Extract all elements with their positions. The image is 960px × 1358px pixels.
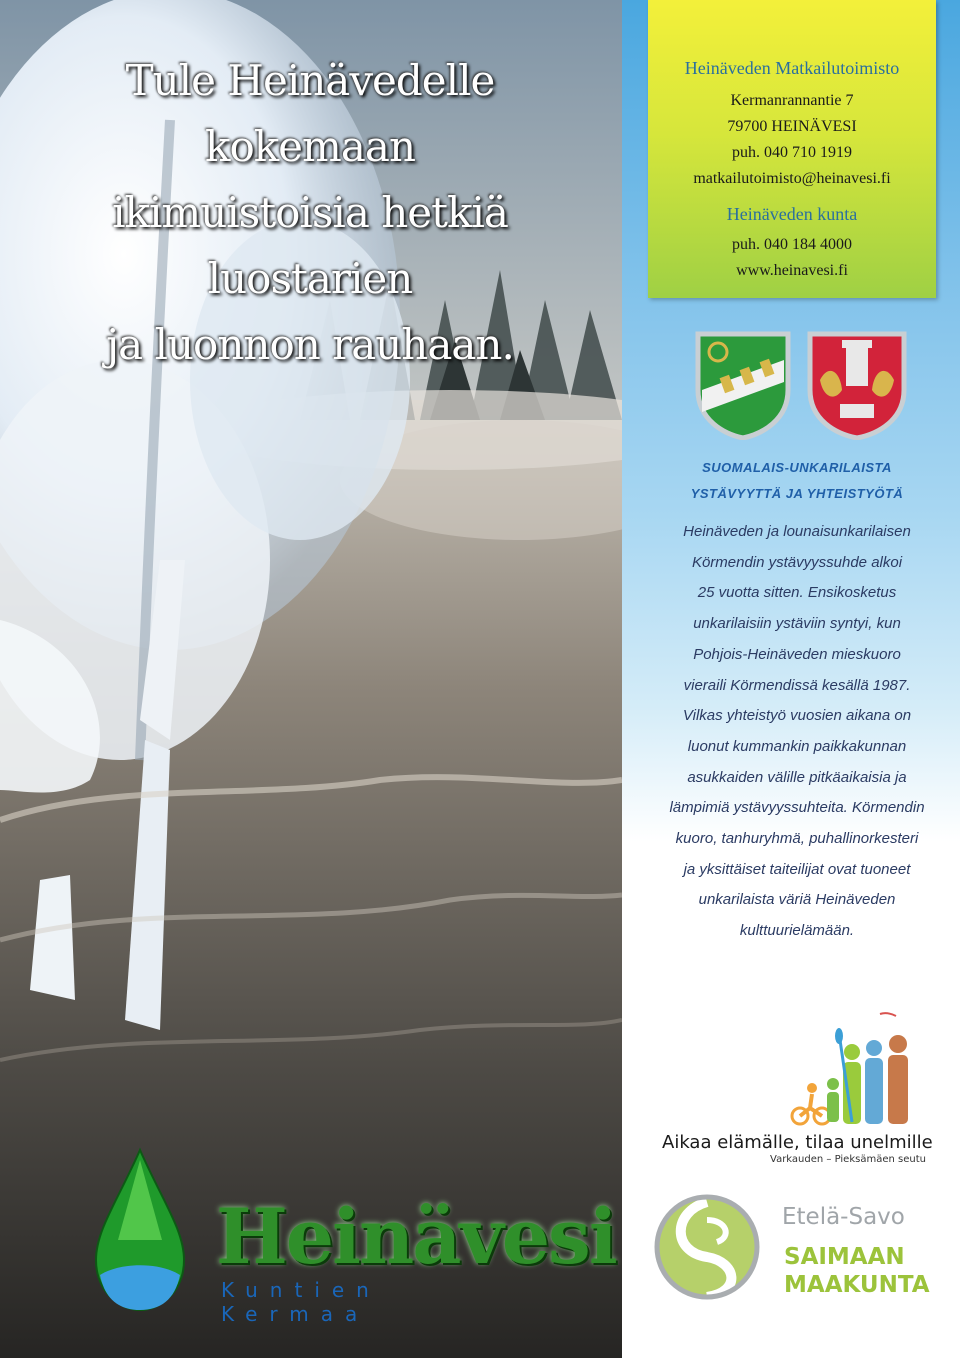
etela-savo-logo (652, 1192, 952, 1312)
headline-line-3: ja luonnon rauhaan. (106, 320, 514, 369)
friendship-article (652, 455, 942, 947)
maakunta-text: MAAKUNTA (784, 1272, 930, 1298)
article-body (652, 517, 942, 947)
coats-of-arms (692, 330, 908, 440)
slogan-title: Aikaa elämälle, tilaa unelmille (662, 1132, 933, 1153)
article-line: Pohjois-Heinäveden mieskuoro (693, 645, 901, 663)
article-heading-line-2: YSTÄVYYTTÄ JA YHTEISTYÖTÄ (690, 486, 904, 501)
slogan-subtitle: Varkauden – Pieksämäen seutu (770, 1154, 926, 1165)
postal-line: 79700 HEINÄVESI (727, 118, 857, 135)
article-line: Vilkas yhteistyö vuosien aikana on (682, 707, 912, 725)
brand-name: Heinävesi (216, 1192, 616, 1281)
tourist-office-name: Heinäveden Matkailutoimisto (684, 58, 900, 78)
article-line: Körmendin ystävyyssuhde alkoi (691, 553, 903, 571)
kormend-crest-icon (810, 334, 904, 438)
article-line: lämpimiä ystävyyssuhteita. Körmendin (669, 799, 925, 817)
brand-tagline: Kuntien Kermaa (221, 1278, 381, 1326)
email-link[interactable]: matkailutoimisto@heinavesi.fi (693, 170, 891, 187)
crests-svg (692, 330, 908, 440)
address-line: Kermanrannantie 7 (730, 92, 854, 109)
article-line: asukkaiden välille pitkäaikaisia ja (687, 768, 907, 786)
article-line: ja yksittäiset taiteilijat ovat tuoneet (683, 860, 911, 878)
article-line: unkarilaista väriä Heinäveden (698, 891, 896, 909)
municipality-name: Heinäveden kunta (726, 204, 858, 224)
website-link[interactable]: www.heinavesi.fi (736, 262, 848, 279)
article-heading-line-1: SUOMALAIS-UNKARILAISTA (702, 460, 892, 475)
etela-savo-text: Etelä-Savo (782, 1204, 905, 1230)
family-figures-icon (640, 1010, 940, 1130)
article-line: unkarilaisiin ystäviin syntyi, kun (693, 615, 901, 633)
article-line: kulttuurielämään. (739, 922, 855, 940)
phone-municipality: puh. 040 184 4000 (732, 236, 852, 253)
region-slogan-logo (640, 1010, 940, 1170)
article-line: 25 vuotta sitten. Ensikosketus (697, 584, 897, 602)
phone-office: puh. 040 710 1919 (732, 144, 852, 161)
contact-box (648, 0, 936, 298)
article-line: Heinäveden ja lounaisunkarilaisen (683, 523, 911, 540)
headline-line-2: ikimuistoisia hetkiä luostarien (112, 188, 508, 303)
article-line: luonut kummankin paikkakunnan (687, 737, 907, 755)
saimaa-swirl-icon (652, 1192, 762, 1302)
heinavesi-logo (96, 1140, 616, 1326)
article-heading (652, 455, 942, 507)
headline (20, 48, 600, 378)
headline-line-1: Tule Heinävedelle kokemaan (125, 56, 495, 171)
saimaan-text: SAIMAAN (784, 1244, 905, 1270)
article-line: kuoro, tanhuryhmä, puhallinorkesteri (675, 830, 919, 848)
heinavesi-crest-icon (698, 334, 788, 438)
article-line: vieraili Körmendissä kesällä 1987. (683, 676, 911, 694)
